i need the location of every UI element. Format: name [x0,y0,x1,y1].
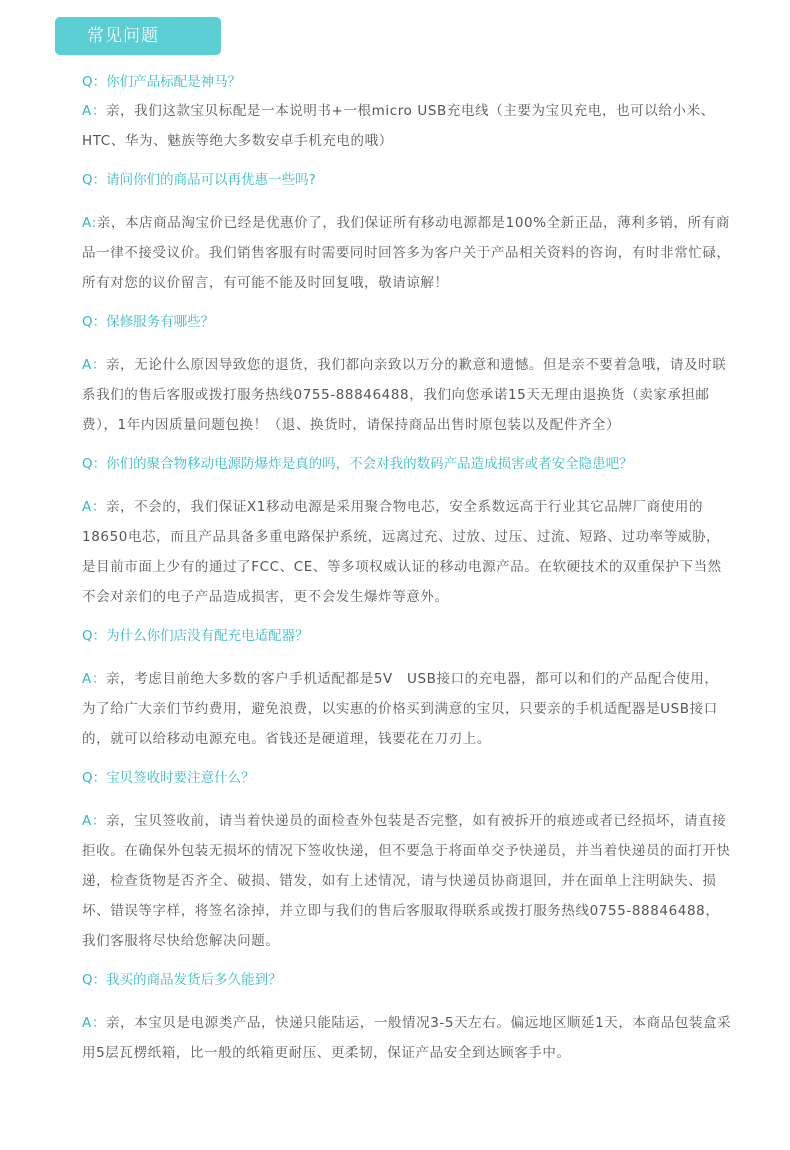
faq-item [82,68,732,156]
faq-header-tab [55,17,221,55]
answer-label: A： [82,671,106,687]
faq-answer [82,208,732,298]
faq-question: Q：保修服务有哪些？ [82,314,215,330]
faq-answer [82,1008,732,1068]
faq-item [82,764,732,956]
faq-item [82,450,732,612]
faq-item [82,966,732,1068]
answer-label: A： [82,813,106,829]
faq-answer [82,806,732,956]
answer-label: A: [82,215,97,231]
faq-answer [82,96,732,156]
faq-item [82,622,732,754]
answer-label: A： [82,103,106,119]
answer-label: A： [82,499,106,515]
answer-label: A： [82,357,106,373]
faq-item [82,166,732,298]
faq-list [82,68,732,1068]
answer-text: 亲，考虑目前绝大多数的客户手机适配都是5V USB接口的充电器，都可以和们的产品配合使用，为了给广大亲们节约费用，避免浪费，以实惠的价格买到满意的宝贝，只要亲的手机适配器是USB接口的，就可以给移动电源充电。省钱还是硬道理，钱要花在刀刃上。 [82,671,719,747]
answer-text: 亲，无论什么原因导致您的退货，我们都向亲致以万分的歉意和遗憾。但是亲不要着急哦，请及时联系我们的售后客服或拨打服务热线0755-88846488，我们向您承诺15天无理由退换货（卖家承担邮费），1年内因质量问题包换！（退、换货时，请保持商品出售时原包装以及配件齐全） [82,357,727,433]
answer-text: 亲，本店商品淘宝价已经是优惠价了，我们保证所有移动电源都是100%全新正品，薄利多销，所有商品一律不接受议价。我们销售客服有时需要同时回答多为客户关于产品相关资料的咨询，有时非常忙碌，所有对您的议价留言，有可能不能及时回复哦，敬请谅解！ [82,215,731,291]
faq-question: Q：你们的聚合物移动电源防爆炸是真的吗，不会对我的数码产品造成损害或者安全隐患吧？ [82,456,633,472]
faq-answer [82,492,732,612]
answer-text: 亲，本宝贝是电源类产品，快递只能陆运，一般情况3-5天左右。偏远地区顺延1天，本商品包装盒采用5层瓦楞纸箱，比一般的纸箱更耐压、更柔韧，保证产品安全到达顾客手中。 [82,1015,732,1061]
answer-text: 亲，我们这款宝贝标配是一本说明书+一根micro USB充电线（主要为宝贝充电，也可以给小米、HTC、华为、魅族等绝大多数安卓手机充电的哦） [82,103,715,149]
faq-item [82,308,732,440]
faq-question: Q：请问你们的商品可以再优惠一些吗? [82,172,316,188]
faq-header-title: 常见问题 [87,26,159,46]
faq-question: Q：你们产品标配是神马？ [82,74,242,90]
faq-answer [82,350,732,440]
faq-question: Q：宝贝签收时要注意什么？ [82,770,255,786]
faq-answer [82,664,732,754]
answer-text: 亲，宝贝签收前，请当着快递员的面检查外包装是否完整，如有被拆开的痕迹或者已经损坏，请直接拒收。在确保外包装无损坏的情况下签收快递，但不要急于将面单交予快递员，并当着快递员的面打开快递，检查货物是否齐全、破损、错发，如有上述情况，请与快递员协商退回，并在面单上注明缺失、损坏、错误等字样，将签名涂掉，并立即与我们的售后客服取得联系或拨打服务热线0755-88846488，我们客服将尽快给您解决问题。 [82,813,731,949]
faq-question: Q：我买的商品发货后多久能到？ [82,972,282,988]
faq-question: Q：为什么你们店没有配充电适配器？ [82,628,309,644]
answer-label: A： [82,1015,106,1031]
answer-text: 亲，不会的，我们保证X1移动电源是采用聚合物电芯，安全系数远高于行业其它品牌厂商使用的18650电芯，而且产品具备多重电路保护系统，远离过充、过放、过压、过流、短路、过功率等威胁，是目前市面上少有的通过了FCC、CE、等多项权威认证的移动电源产品。在软硬技术的双重保护下当然不会对亲们的电子产品造成损害，更不会发生爆炸等意外。 [82,499,722,605]
